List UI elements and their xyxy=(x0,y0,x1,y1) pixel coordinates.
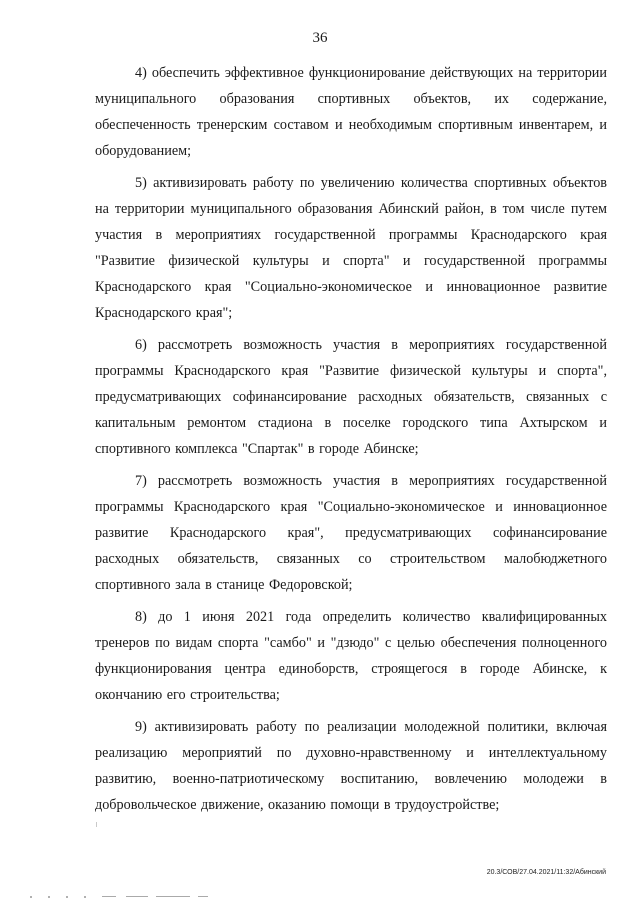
paragraph-item-6: 6) рассмотреть возможность участия в мероприятиях государственной программы Краснодарского края "Развитие физической культуры и спорта", предусматривающих софинансирование расходных обязательств, связанных с капитальным ремонтом стадиона в поселке городского типа Ахтырском и спортивного комплекса "Спартак" в городе Абинске; xyxy=(95,337,607,457)
scan-dash-mark xyxy=(198,896,208,897)
paragraph-item-9: 9) активизировать работу по реализации молодежной политики, включая реализацию мероприятий по духовно-нравственному и интеллектуальному развитию, военно-патриотическому воспитанию, вовлечению молодежи в добровольческое движение, оказанию помощи в трудоустройстве; xyxy=(95,719,607,813)
scan-dash-mark xyxy=(156,896,190,897)
paragraph-item-7: 7) рассмотреть возможность участия в мероприятиях государственной программы Краснодарского края "Социально-экономическое и инновационное развитие Краснодарского края", предусматривающих софинансирование расходных обязательств, связанных со строительством малобюджетного спортивного зала в станице Федоровской; xyxy=(95,473,607,593)
document-body xyxy=(95,60,607,824)
paragraph-item-8: 8) до 1 июня 2021 года определить количество квалифицированных тренеров по видам спорта "самбо" и "дзюдо" с целью обеспечения полноценного функционирования центра единоборств, строящегося в городе Абинске, к окончанию его строительства; xyxy=(95,609,607,703)
scan-artifact-mark xyxy=(96,822,97,827)
scan-dot-mark xyxy=(84,896,86,898)
scan-dot-mark xyxy=(48,896,50,898)
page-number: 36 xyxy=(312,30,328,46)
scan-dash-mark xyxy=(102,896,116,897)
paragraph-item-5: 5) активизировать работу по увеличению количества спортивных объектов на территории муниципального образования Абинский район, в том числе путем участия в мероприятиях государственной программы Краснодарского края "Развитие физической культуры и спорта" и государственной программы Краснодарского края "Социально-экономическое и инновационное развитие Краснодарского края"; xyxy=(95,175,607,321)
scan-dot-mark xyxy=(66,896,68,898)
scan-bottom-edge-marks xyxy=(30,893,330,899)
paragraph-item-4: 4) обеспечить эффективное функционирование действующих на территории муниципального образования спортивных объектов, их содержание, обеспеченность тренерским составом и необходимым спортивным инвентарем, и оборудованием; xyxy=(95,65,607,159)
scan-dash-mark xyxy=(126,896,148,897)
scan-dot-mark xyxy=(30,896,32,898)
document-footer-code: 20.3/СОВ/27.04.2021/11:32/Абинский xyxy=(486,869,606,876)
